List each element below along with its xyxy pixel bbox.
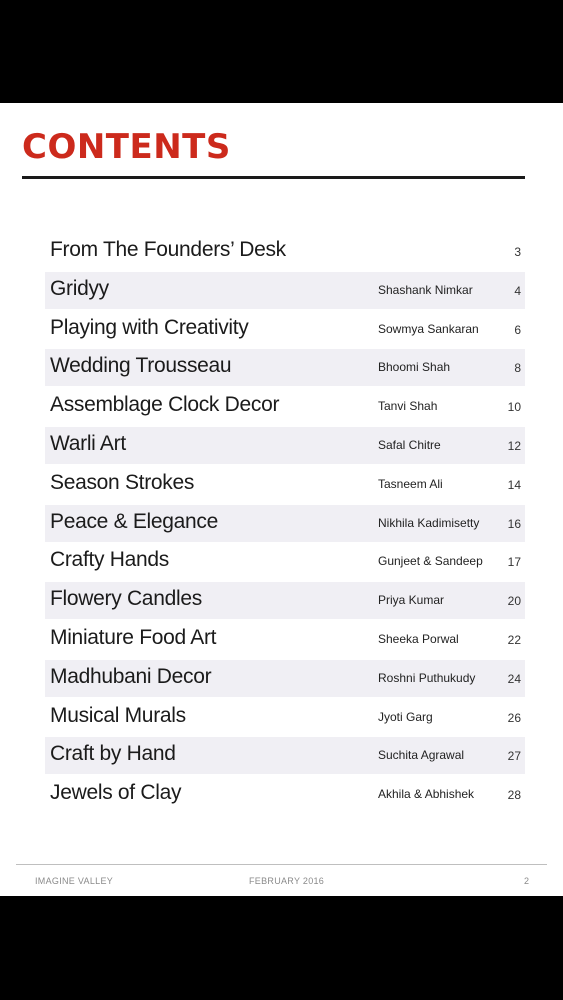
footer-divider — [16, 864, 547, 865]
footer-page-number: 2 — [524, 876, 530, 886]
toc-entry-page: 4 — [514, 283, 521, 298]
contents-heading: CONTENTS — [22, 127, 231, 167]
toc-entry-title: Wedding Trousseau — [50, 354, 232, 378]
toc-entry[interactable] — [45, 349, 525, 386]
toc-entry-page: 8 — [514, 361, 521, 376]
footer-publication: IMAGINE VALLEY — [35, 876, 114, 886]
toc-entry[interactable] — [45, 272, 525, 309]
toc-entry-title: From The Founders’ Desk — [50, 238, 286, 261]
toc-entry[interactable] — [45, 233, 525, 270]
toc-entry-page: 28 — [507, 788, 521, 803]
toc-entry-page: 22 — [507, 632, 521, 647]
toc-entry-author: Tanvi Shah — [378, 399, 438, 414]
toc-entry-page: 10 — [507, 400, 521, 415]
toc-entry-title: Musical Murals — [50, 703, 186, 727]
toc-entry-author: Sowmya Sankaran — [378, 321, 479, 336]
table-of-contents — [45, 233, 525, 815]
toc-entry-page: 27 — [507, 749, 521, 764]
toc-entry-page: 16 — [507, 516, 521, 531]
toc-entry-author: Safal Chitre — [378, 437, 441, 452]
toc-entry-title: Assemblage Clock Decor — [50, 393, 280, 417]
toc-entry-title: Playing with Creativity — [50, 315, 249, 339]
toc-entry[interactable] — [45, 621, 525, 658]
toc-entry-title: Madhubani Decor — [50, 664, 212, 688]
toc-entry-author: Shashank Nimkar — [378, 282, 473, 297]
toc-entry-author: Bhoomi Shah — [378, 360, 451, 375]
toc-entry-author: Nikhila Kadimisetty — [378, 515, 480, 530]
toc-entry[interactable] — [45, 582, 525, 619]
toc-entry-author: Tasneem Ali — [378, 476, 443, 491]
toc-entry-author: Gunjeet & Sandeep — [378, 554, 483, 569]
toc-entry-page: 12 — [507, 438, 521, 453]
toc-entry[interactable] — [45, 543, 525, 580]
toc-entry[interactable] — [45, 699, 525, 736]
toc-entry-title: Flowery Candles — [50, 587, 202, 611]
toc-entry-page: 20 — [507, 594, 521, 609]
toc-entry-author: Roshni Puthukudy — [378, 670, 476, 685]
toc-entry-title: Craft by Hand — [50, 742, 176, 766]
toc-entry[interactable] — [45, 427, 525, 464]
toc-entry-page: 3 — [514, 245, 521, 259]
toc-entry[interactable] — [45, 776, 525, 813]
toc-entry-author: Suchita Agrawal — [378, 748, 465, 763]
toc-entry-page: 24 — [507, 671, 521, 686]
toc-entry-author: Sheeka Porwal — [378, 631, 459, 646]
toc-entry[interactable] — [45, 311, 525, 348]
toc-entry-title: Peace & Elegance — [50, 509, 218, 533]
heading-divider — [22, 176, 525, 179]
document-page — [0, 103, 563, 896]
toc-entry[interactable] — [45, 466, 525, 503]
toc-entry-author: Jyoti Garg — [378, 709, 433, 724]
toc-entry[interactable] — [45, 505, 525, 542]
toc-entry-page: 6 — [514, 322, 521, 337]
toc-entry-title: Crafty Hands — [50, 548, 169, 572]
toc-entry-title: Gridyy — [50, 276, 109, 300]
toc-entry[interactable] — [45, 737, 525, 774]
toc-entry-page: 17 — [507, 555, 521, 570]
toc-entry-page: 14 — [507, 477, 521, 492]
toc-entry-author: Akhila & Abhishek — [378, 787, 475, 802]
footer-issue: FEBRUARY 2016 — [249, 876, 325, 886]
toc-entry-title: Miniature Food Art — [50, 625, 217, 649]
toc-entry-title: Warli Art — [50, 431, 126, 455]
toc-entry-title: Season Strokes — [50, 470, 195, 494]
toc-entry[interactable] — [45, 660, 525, 697]
toc-entry-title: Jewels of Clay — [50, 781, 182, 805]
toc-entry-author: Priya Kumar — [378, 593, 445, 608]
toc-entry-page: 26 — [507, 710, 521, 725]
toc-entry[interactable] — [45, 388, 525, 425]
